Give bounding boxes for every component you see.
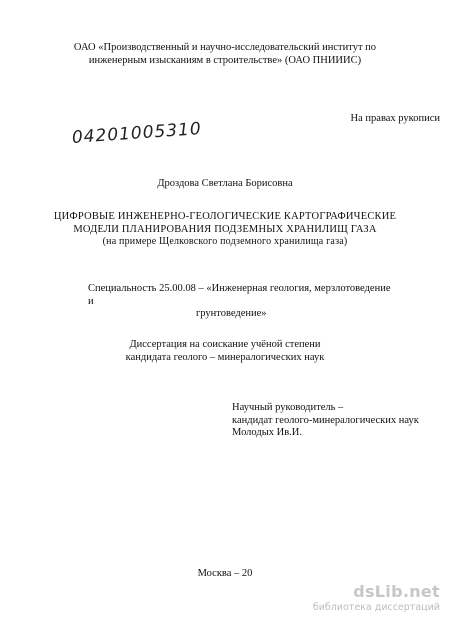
specialty-line-2: грунтоведение» <box>196 308 267 319</box>
watermark-subtitle: библиотека диссертаций <box>312 602 440 613</box>
handwritten-registration-number: 04201005310 <box>71 118 203 148</box>
degree-line-2: кандидата геолого – минералогических наук <box>125 351 325 363</box>
supervisor-line-1: Научный руководитель – <box>232 402 344 413</box>
manuscript-rights-label: На правах рукописи <box>350 113 440 124</box>
institute-name <box>0 42 450 67</box>
title-subtitle: (на примере Щелковского подземного хранилища газа) <box>102 236 348 247</box>
degree-statement <box>0 339 450 364</box>
title-line-1: ЦИФРОВЫЕ ИНЖЕНЕРНО-ГЕОЛОГИЧЕСКИЕ КАРТОГРАФИЧЕСКИЕ <box>53 211 397 222</box>
watermark-logo: dsLib.net <box>353 582 440 601</box>
specialty <box>88 283 398 321</box>
institute-line-2: инженерным изысканиям в строительстве» (ОАО ПНИИИС) <box>88 54 362 66</box>
institute-line-1: ОАО «Производственный и научно-исследовательский институт по <box>73 42 377 53</box>
supervisor-line-2: кандидат геолого-минералогических наук <box>232 414 419 426</box>
scientific-supervisor <box>232 402 442 440</box>
title-line-2: МОДЕЛИ ПЛАНИРОВАНИЯ ПОДЗЕМНЫХ ХРАНИЛИЩ ГАЗА <box>73 223 377 235</box>
dissertation-title <box>0 211 450 249</box>
supervisor-line-3: Молодых Ив.И. <box>232 427 303 438</box>
author-name: Дроздова Светлана Борисовна <box>157 178 293 189</box>
degree-line-1: Диссертация на соискание учёной степени <box>129 339 321 350</box>
city-year: Москва – 20 <box>197 568 253 579</box>
specialty-line-1: Специальность 25.00.08 – «Инженерная геология, мерзлотоведение и <box>88 283 391 307</box>
watermark <box>310 582 440 613</box>
